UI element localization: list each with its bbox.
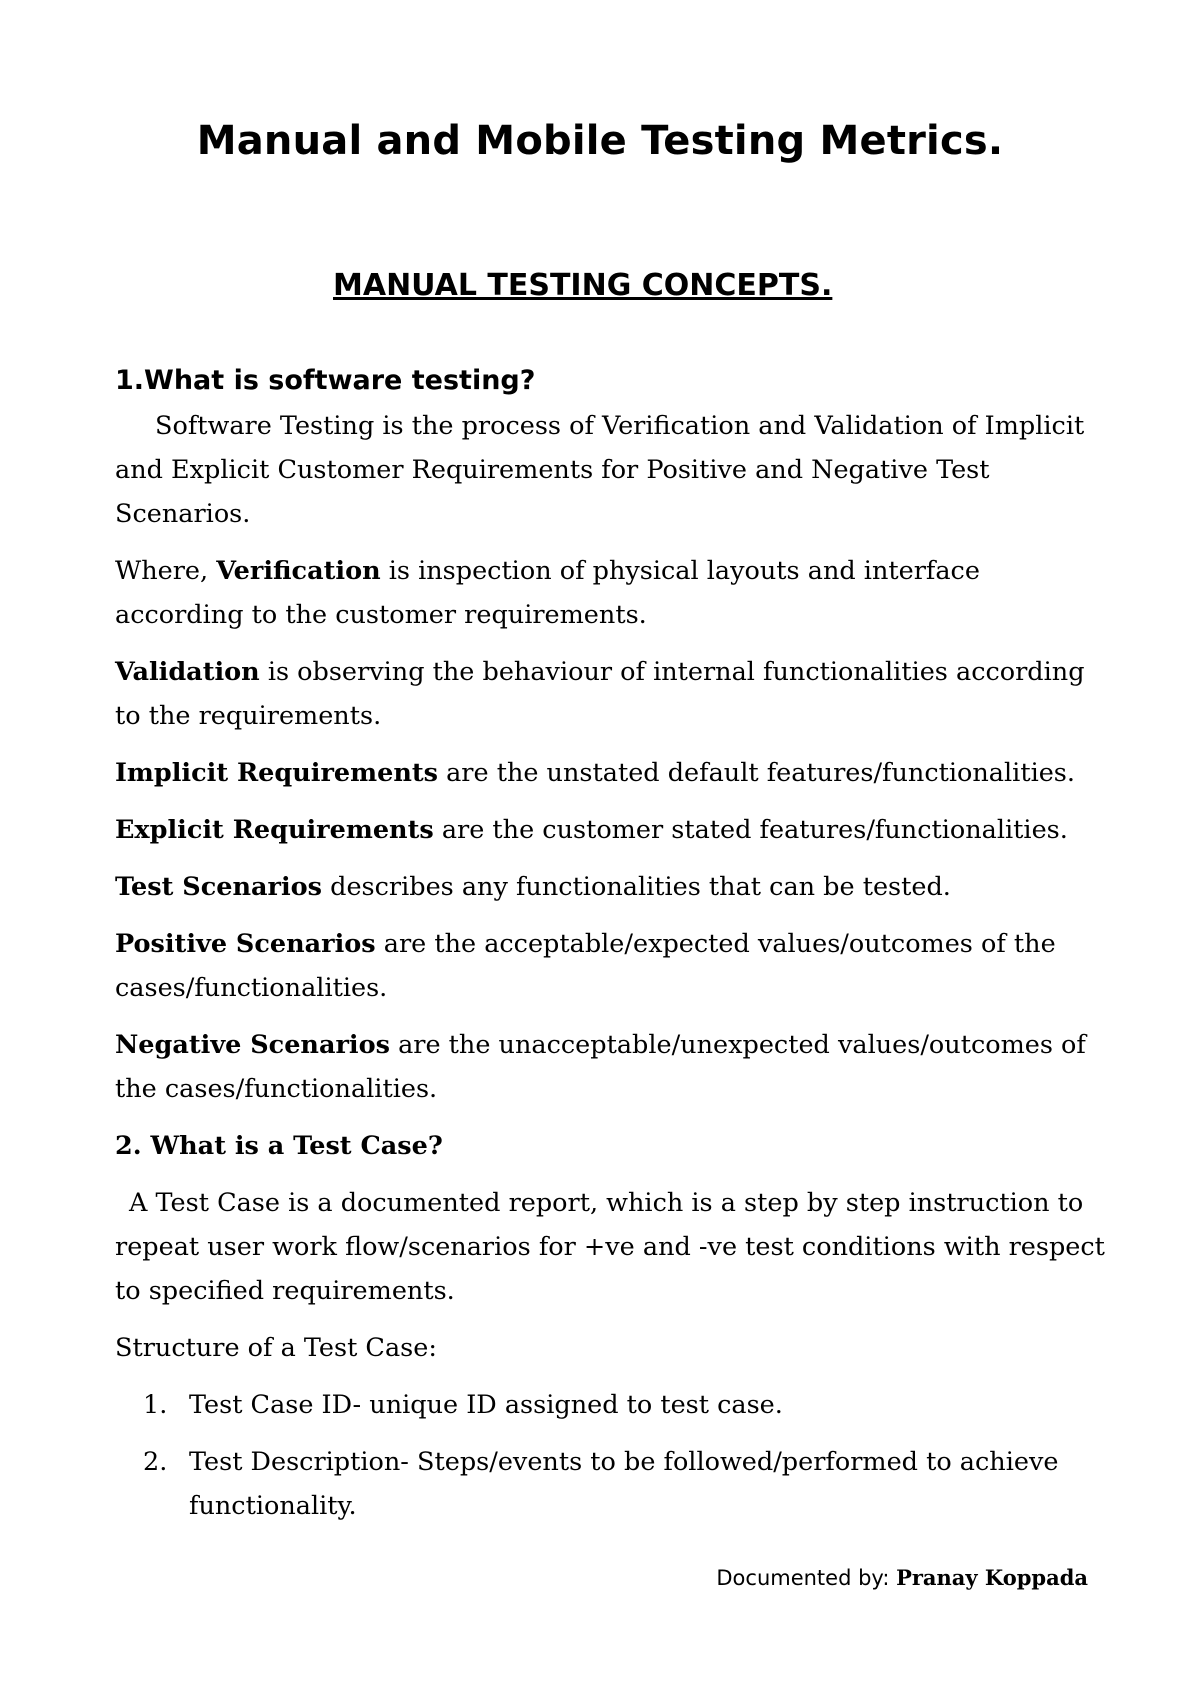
explicit-requirements-text: are the customer stated features/functionalities. [433, 815, 1068, 845]
test-scenarios-text: describes any functionalities that can be tested. [322, 872, 951, 902]
verification-paragraph [115, 549, 1105, 637]
software-testing-definition: Software Testing is the process of Verification and Validation of Implicit and Explicit Customer Requirements for Positive and Negative Test Scenarios. [115, 411, 1085, 529]
verification-prefix: Where, [115, 556, 217, 586]
footer-author: Pranay Koppada [896, 1565, 1088, 1590]
list-item-number: 2. [143, 1447, 168, 1477]
positive-scenarios-paragraph [115, 922, 1105, 1010]
list-item [115, 1383, 1105, 1427]
list-item-text: Test Description- Steps/events to be followed/performed to achieve functionality. [189, 1447, 1059, 1521]
list-item [115, 1440, 1105, 1528]
test-scenarios-term: Test Scenarios [115, 872, 323, 902]
validation-paragraph [115, 650, 1105, 738]
verification-term: Verification [216, 556, 381, 586]
section-heading: MANUAL TESTING CONCEPTS. [333, 268, 833, 303]
test-case-definition: A Test Case is a documented report, which is a step by step instruction to repeat user work flow/scenarios for +ve and -ve test conditions with respect to specified requirements. [115, 1188, 1105, 1306]
footer-label: Documented by: [716, 1566, 897, 1590]
test-case-structure-list [115, 1383, 1105, 1528]
negative-scenarios-paragraph [115, 1023, 1105, 1111]
explicit-requirements-term: Explicit Requirements [115, 815, 434, 845]
page-footer [716, 1565, 1088, 1590]
validation-term: Validation [115, 657, 260, 687]
implicit-requirements-paragraph [115, 751, 1105, 795]
document-body [115, 358, 1105, 1541]
question-2-heading: 2. What is a Test Case? [115, 1131, 443, 1161]
verification-text: is inspection of physical layouts and interface according to the customer requirements. [115, 556, 980, 630]
positive-scenarios-term: Positive Scenarios [115, 929, 376, 959]
structure-label: Structure of a Test Case: [115, 1333, 437, 1363]
implicit-requirements-term: Implicit Requirements [115, 758, 438, 788]
negative-scenarios-text: are the unacceptable/unexpected values/outcomes of the cases/functionalities. [115, 1030, 1086, 1104]
list-item-text: Test Case ID- unique ID assigned to test case. [189, 1390, 783, 1420]
question-1-heading: 1.What is software testing? [115, 365, 536, 396]
explicit-requirements-paragraph [115, 808, 1105, 852]
test-scenarios-paragraph [115, 865, 1105, 909]
validation-text: is observing the behaviour of internal functionalities according to the requirements. [115, 657, 1085, 731]
implicit-requirements-text: are the unstated default features/functionalities. [438, 758, 1076, 788]
list-item-number: 1. [143, 1390, 168, 1420]
positive-scenarios-text: are the acceptable/expected values/outcomes of the cases/functionalities. [115, 929, 1056, 1003]
negative-scenarios-term: Negative Scenarios [115, 1030, 390, 1060]
document-title: Manual and Mobile Testing Metrics. [196, 118, 1004, 164]
